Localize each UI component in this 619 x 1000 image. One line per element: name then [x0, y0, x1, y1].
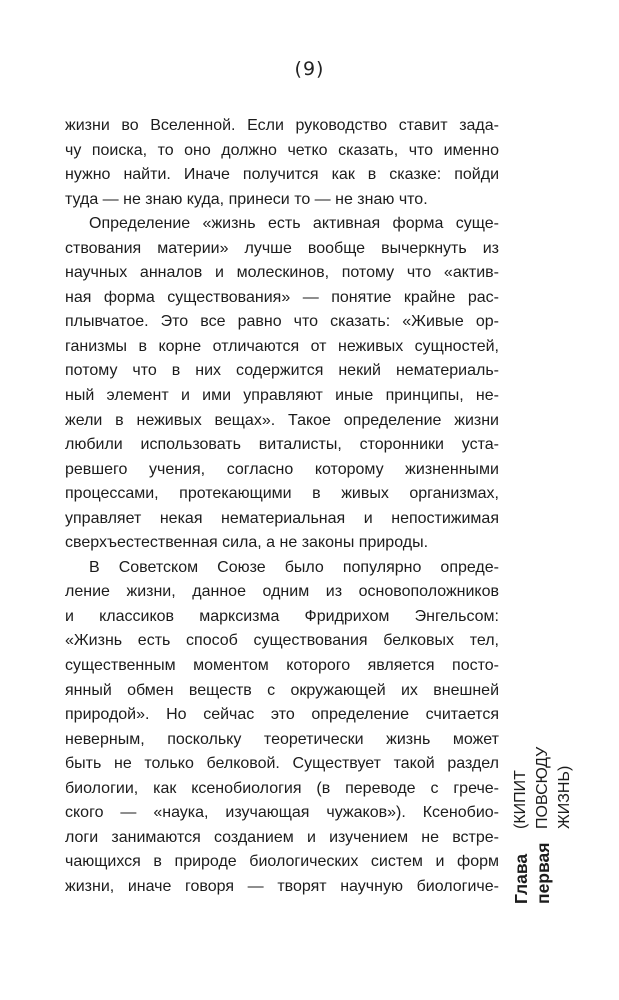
text-line: Определение «жизнь есть активная форма суще- — [89, 215, 499, 233]
text-line: туда — не знаю куда, принеси то — не знаю что. — [65, 190, 428, 208]
page-number: (9) — [294, 58, 325, 80]
text-line: плывчатое. Это все равно что сказать: «Живые ор- — [65, 313, 499, 331]
text-line: жели в неживых вещах». Такое определение жизни — [65, 411, 499, 429]
text-line: чающихся в природе биологических систем и форм — [65, 853, 499, 871]
text-line: нужно найти. Иначе получится как в сказке: пойди — [65, 166, 499, 184]
text-line: быть не только белковой. Существует такой раздел — [65, 755, 499, 773]
text-line: научных анналов и молескинов, потому что «актив- — [65, 264, 499, 282]
text-line: жизни во Вселенной. Если руководство ставит зада- — [65, 117, 499, 134]
text-line: потому что в них содержится некий нематериаль- — [65, 362, 499, 380]
text-line: управляет некая нематериальная и непостижимая — [65, 509, 499, 527]
text-line: «Жизнь есть способ существования белковых тел, — [65, 632, 499, 650]
chapter-sidebar — [510, 692, 573, 904]
text-line: сверхъестественная сила, а не законы природы. — [65, 534, 429, 552]
text-line: чу поиска, то оно должно четко сказать, что именно — [65, 141, 499, 159]
text-line: любили использовать виталисты, сторонники уста- — [65, 436, 499, 454]
body-text — [65, 114, 499, 900]
text-line: природой». Но сейчас это определение считается — [65, 706, 499, 724]
text-line: В Советском Союзе было популярно опреде- — [89, 558, 499, 576]
chapter-subtitle: (КИПИТ ПОВСЮДУ ЖИЗНЬ) — [512, 746, 573, 830]
text-line: неверным, поскольку теоретически жизнь может — [65, 730, 499, 748]
text-line: биологии, как ксенобиология (в переводе с грече- — [65, 779, 499, 797]
text-line: ганизмы в корне отличаются от неживых сущностей, — [65, 337, 499, 355]
text-line: процессами, протекающими в живых организмах, — [65, 485, 499, 503]
text-line: ная форма существования» — понятие крайне рас- — [65, 288, 499, 306]
chapter-title: Глава первая — [511, 842, 553, 904]
text-line: ствования материи» лучше вообще вычеркнуть из — [65, 239, 499, 257]
text-line: ление жизни, данное одним из основоположников — [65, 583, 499, 601]
text-line: существенным моментом которого является посто- — [65, 657, 499, 675]
text-line: и классиков марксизма Фридрихом Энгельсом: — [65, 607, 499, 625]
text-line: ный элемент и ими управляют иные принципы, не- — [65, 387, 499, 405]
text-line: ревшего учения, согласно которому жизненными — [65, 460, 499, 478]
text-line: янный обмен веществ с окружающей их внешней — [65, 681, 499, 699]
text-line: жизни, иначе говоря — творят научную биологиче- — [65, 877, 499, 895]
text-line: логи занимаются созданием и изучением не встре- — [65, 828, 499, 846]
text-line: ского — «наука, изучающая чужаков»). Ксенобио- — [65, 804, 499, 822]
